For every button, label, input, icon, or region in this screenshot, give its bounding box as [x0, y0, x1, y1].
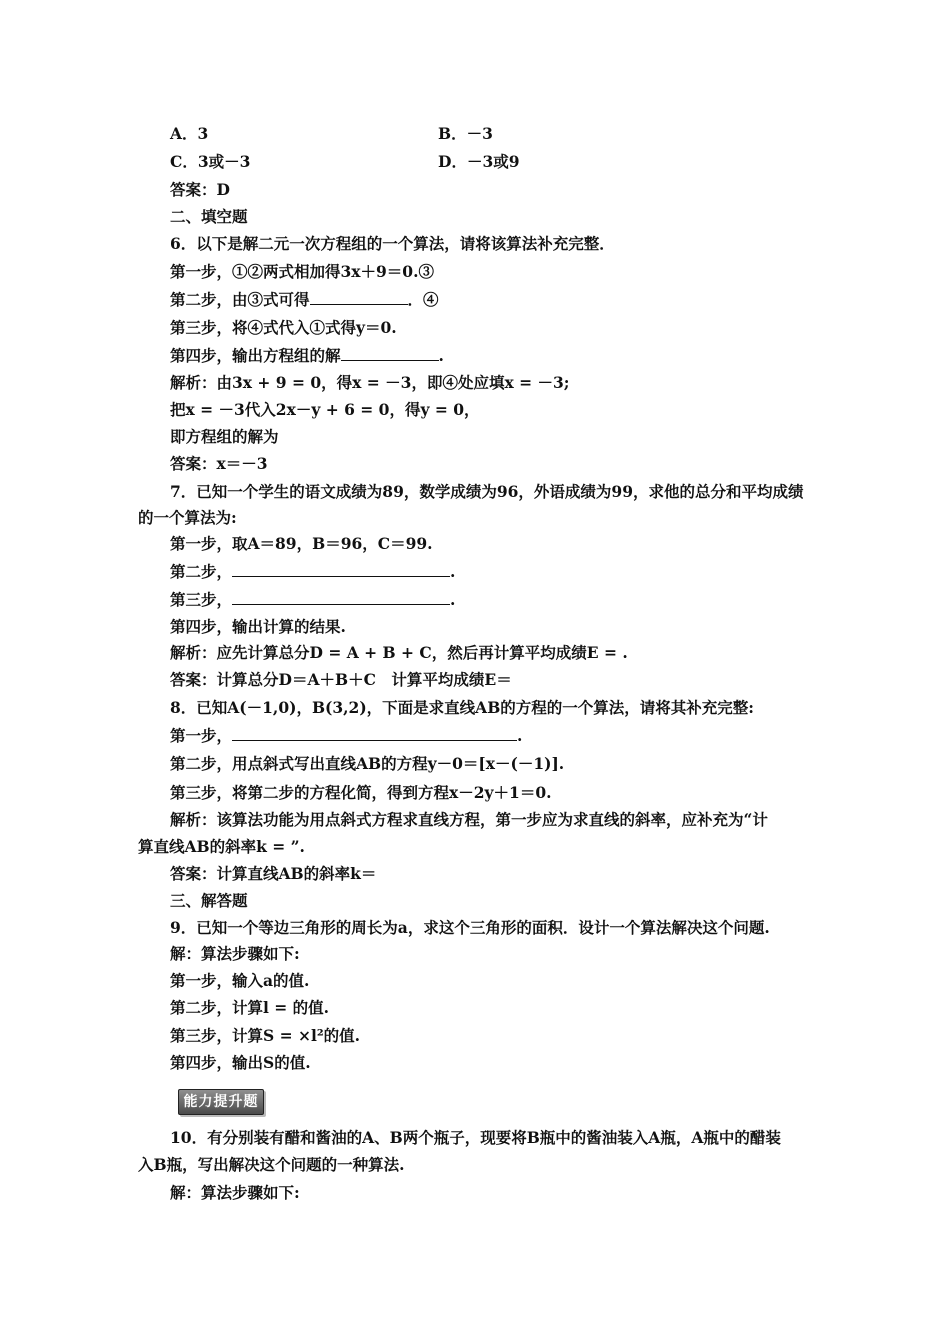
- q9-solution: 解：算法步骤如下:: [170, 944, 300, 963]
- q8-stem: 8．已知A(－1,0)，B(3,2)，下面是求直线AB的方程的一个算法，请将其补充完整:: [170, 698, 755, 717]
- q7-step-2-tail: .: [450, 562, 456, 581]
- q6-step-4-tail: .: [438, 346, 444, 365]
- q10-solution: 解：算法步骤如下:: [170, 1183, 300, 1202]
- q9-step-2: 第二步，计算l = 的值.: [170, 998, 330, 1017]
- q7-step-2-text: 第二步，: [170, 562, 233, 581]
- section-fill-in: 二、填空题: [170, 207, 248, 226]
- q7-analysis: 解析：应先计算总分D = A + B + C，然后再计算平均成绩E = .: [170, 643, 628, 662]
- q7-answer: 答案：计算总分D＝A＋B＋C 计算平均成绩E＝: [170, 670, 512, 689]
- q6-answer: 答案：x＝－3: [170, 454, 268, 473]
- q6-blank-2[interactable]: [341, 346, 439, 361]
- q6-blank-1[interactable]: [310, 290, 408, 305]
- q10-stem-2: 入B瓶，写出解决这个问题的一种算法.: [138, 1155, 405, 1174]
- q9-step-4: 第四步，输出S的值.: [170, 1053, 311, 1072]
- q8-analysis-2: 算直线AB的斜率k = ”.: [138, 837, 305, 856]
- q5-answer: 答案：D: [170, 180, 230, 199]
- q6-analysis-1: 解析：由3x + 9 = 0，得x = －3，即④处应填x = －3;: [170, 373, 570, 392]
- q7-blank-2[interactable]: [232, 590, 450, 605]
- q6-step-2-text: 第二步，由③式可得: [170, 290, 310, 309]
- q8-step-1-tail: .: [517, 726, 523, 745]
- q6-step-4: [170, 346, 444, 366]
- q9-step-1: 第一步，输入a的值.: [170, 971, 310, 990]
- q7-step-2: [170, 562, 455, 582]
- q7-step-3-text: 第三步，: [170, 590, 233, 609]
- q6-step-2: [170, 290, 439, 310]
- q8-step-1: [170, 726, 522, 746]
- q6-step-2-tail: ．④: [407, 290, 439, 309]
- q7-blank-1[interactable]: [232, 562, 450, 577]
- q6-analysis-2: 把x = －3代入2x－y + 6 = 0，得y = 0，: [170, 400, 480, 419]
- q7-step-4: 第四步，输出计算的结果.: [170, 617, 346, 636]
- q9-stem: 9．已知一个等边三角形的周长为a，求这个三角形的面积．设计一个算法解决这个问题.: [170, 918, 770, 937]
- q7-step-1: 第一步，取A＝89，B＝96，C＝99.: [170, 534, 433, 553]
- q6-step-1: 第一步，①②两式相加得3x＋9＝0.③: [170, 262, 434, 281]
- q10-stem-1: 10．有分别装有醋和酱油的A、B两个瓶子，现要将B瓶中的酱油装入A瓶，A瓶中的醋装: [170, 1128, 781, 1147]
- q7-stem-1: 7．已知一个学生的语文成绩为89，数学成绩为96，外语成绩为99，求他的总分和平均成绩: [170, 482, 804, 501]
- q5-option-a: A．3: [170, 124, 209, 143]
- q6-step-3: 第三步，将④式代入①式得y＝0.: [170, 318, 397, 337]
- q6-analysis-3: 即方程组的解为: [170, 427, 279, 446]
- q5-option-b: B．－3: [438, 124, 493, 143]
- q7-stem-2: 的一个算法为:: [138, 508, 237, 527]
- q6-stem: 6．以下是解二元一次方程组的一个算法，请将该算法补充完整．: [170, 234, 615, 253]
- q8-step-1-text: 第一步，: [170, 726, 233, 745]
- ability-badge: 能力提升题: [178, 1089, 264, 1115]
- q9-step-3: 第三步，计算S = ×l²的值.: [170, 1026, 361, 1045]
- q5-option-c: C．3或－3: [170, 152, 251, 171]
- q7-step-3-tail: .: [450, 590, 456, 609]
- q8-step-3: 第三步，将第二步的方程化简，得到方程x－2y＋1＝0.: [170, 783, 552, 802]
- q5-option-d: D．－3或9: [438, 152, 520, 171]
- q6-step-4-text: 第四步，输出方程组的解: [170, 346, 341, 365]
- q8-step-2: 第二步，用点斜式写出直线AB的方程y－0＝[x－(－1)].: [170, 754, 565, 773]
- q8-blank-1[interactable]: [232, 726, 517, 741]
- q7-step-3: [170, 590, 455, 610]
- q8-analysis-1: 解析：该算法功能为用点斜式方程求直线方程，第一步应为求直线的斜率，应补充为“计: [170, 810, 768, 829]
- section-solve: 三、解答题: [170, 891, 248, 910]
- q8-answer: 答案：计算直线AB的斜率k＝: [170, 864, 377, 883]
